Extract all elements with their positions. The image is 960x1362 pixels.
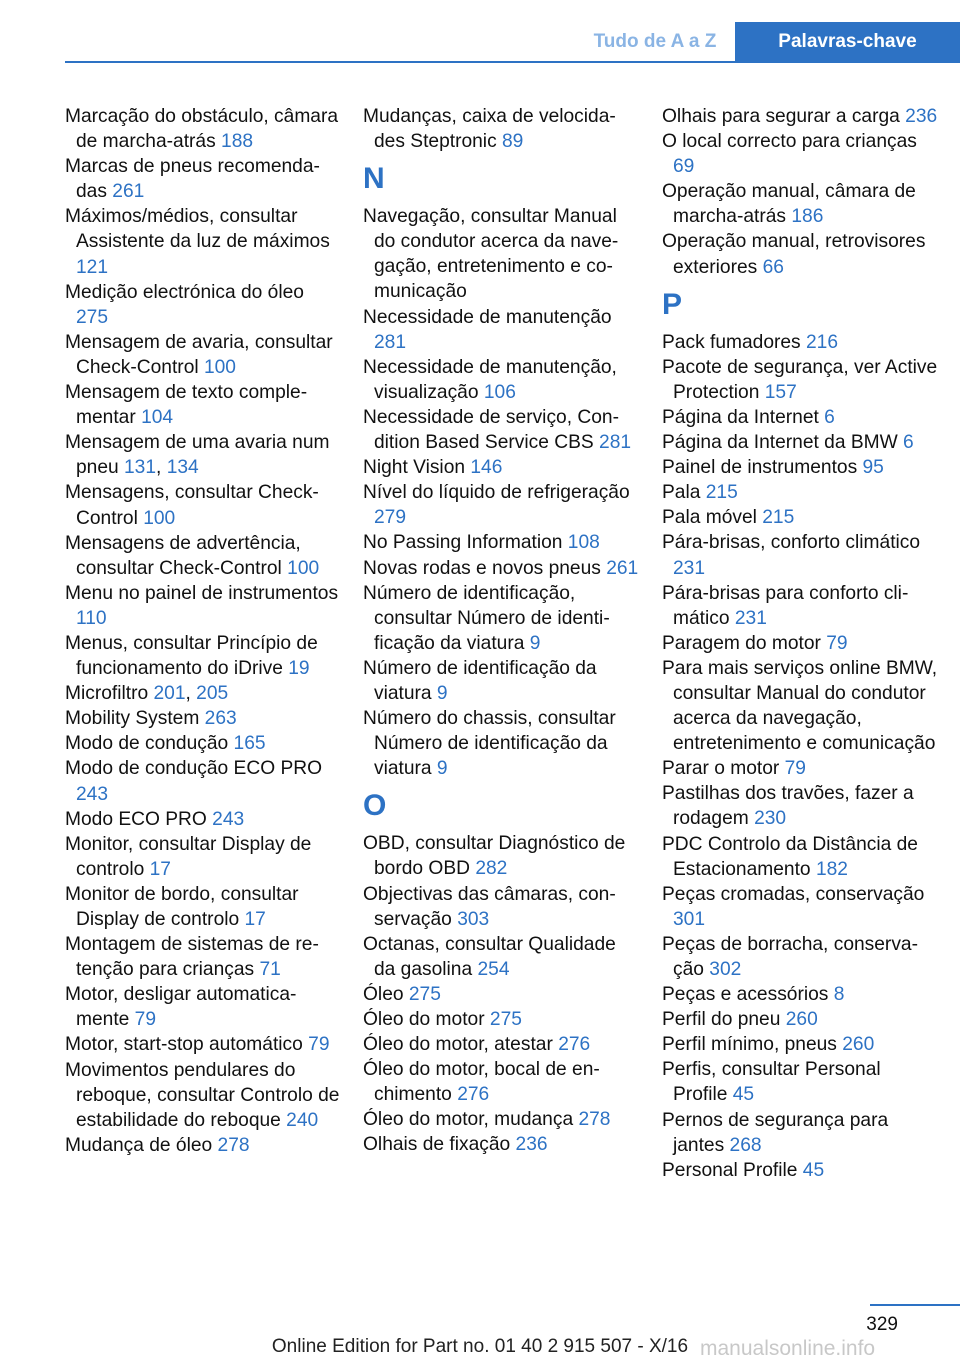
- page-reference-link[interactable]: 165: [233, 733, 266, 755]
- index-entry: [363, 204, 639, 304]
- entry-term: Modo de condução ECO PRO: [65, 758, 323, 780]
- page-reference-link[interactable]: 108: [567, 532, 600, 554]
- entry-term: Óleo do motor, mudança: [363, 1109, 579, 1131]
- page-reference-link[interactable]: 275: [76, 306, 109, 328]
- entry-term: Octanas, consultar Qualidade da gasolina: [363, 933, 616, 980]
- entry-term: Night Vision: [363, 457, 471, 479]
- index-entry: [363, 831, 639, 881]
- entry-term: Número de identificação da viatura: [363, 657, 597, 704]
- entry-term: Pack fumadores: [662, 331, 806, 353]
- entry-term: PDC Controlo da Distância de Estacionamento: [662, 833, 918, 880]
- entry-term: Perfil do pneu: [662, 1009, 786, 1031]
- page-reference-link[interactable]: 243: [76, 783, 109, 805]
- entry-term: Menu no painel de instrumentos: [65, 582, 339, 604]
- index-entry: [662, 455, 938, 480]
- page-reference-link[interactable]: 9: [436, 758, 448, 780]
- entry-term: Para mais serviços online BMW, consultar Manual do condutor acerca da navegação, entretenimento e comunicação: [662, 657, 938, 755]
- entry-term: Óleo do motor, bocal de enchimento: [363, 1059, 600, 1106]
- entry-term: Óleo do motor: [363, 1009, 490, 1030]
- entry-term: Paragem do motor: [662, 632, 827, 654]
- entry-term: Mobility System: [65, 708, 205, 730]
- entry-term: Necessidade de serviço, Condition Based Service CBS: [363, 406, 619, 454]
- index-entry: [65, 807, 341, 832]
- index-entry: [662, 882, 938, 932]
- index-entry: [662, 480, 938, 505]
- entry-term: Painel de instrumentos: [662, 457, 863, 479]
- page-reference-link[interactable]: 17: [244, 909, 266, 930]
- index-entry: [662, 430, 938, 455]
- index-entry: [65, 1032, 341, 1057]
- index-entry: [65, 380, 341, 430]
- index-entry: [662, 229, 938, 279]
- section-letter: O: [363, 789, 387, 823]
- entry-term: Mensagem de texto complementar: [65, 382, 308, 429]
- index-entry: [662, 756, 938, 781]
- page-reference-link[interactable]: 260: [785, 1009, 818, 1031]
- entry-term: Microfiltro: [65, 683, 154, 705]
- page-reference-link[interactable]: 260: [842, 1034, 875, 1056]
- entry-term: Operação manual, câmara de marcha-atrás: [662, 181, 916, 228]
- index-entry: [662, 1158, 938, 1183]
- page-reference-link[interactable]: 231: [734, 607, 767, 629]
- page-reference-link[interactable]: 79: [134, 1009, 157, 1031]
- page-reference-link[interactable]: 254: [477, 958, 510, 980]
- index-entry: [65, 581, 341, 631]
- index-entry: [363, 104, 639, 154]
- index-entry: [363, 982, 639, 1007]
- page-reference-link[interactable]: 8: [833, 984, 845, 1006]
- page-reference-link[interactable]: 236: [515, 1134, 548, 1156]
- page-reference-link[interactable]: 100: [143, 507, 176, 529]
- page-reference-link[interactable]: 110: [76, 607, 107, 629]
- page-reference-link[interactable]: 6: [824, 406, 835, 428]
- index-entry: [363, 530, 639, 555]
- index-entry: [65, 932, 341, 982]
- page-reference-link[interactable]: 236: [905, 106, 938, 127]
- index-entry: [65, 204, 341, 279]
- index-entry: [662, 1007, 938, 1032]
- index-entry: [662, 1108, 938, 1158]
- index-column-2: [363, 104, 639, 1158]
- entry-term: Peças e acessórios: [662, 984, 834, 1006]
- index-entry: [363, 455, 639, 480]
- entry-term: Peças cromadas, conservação: [662, 883, 925, 905]
- page-reference-link[interactable]: 275: [408, 983, 441, 1005]
- entry-term: Motor, desligar automaticamente: [65, 984, 297, 1031]
- page-reference-link[interactable]: 230: [754, 808, 787, 830]
- entry-term: Olhais de fixação: [363, 1134, 516, 1156]
- page-reference-link[interactable]: 243: [212, 808, 245, 830]
- page-reference-link[interactable]: 9: [436, 682, 448, 704]
- index-entry: [662, 104, 938, 129]
- index-entry: [363, 1107, 639, 1132]
- index-entry: [65, 1058, 341, 1133]
- entry-term: Montagem de sistemas de retenção para crianças: [65, 934, 319, 981]
- index-entry: [65, 756, 341, 806]
- page-reference-link[interactable]: 79: [826, 632, 848, 654]
- entry-term: Página da Internet da BMW: [662, 432, 904, 454]
- entry-term: Movimentos pendulares do reboque, consultar Controlo de estabilidade do reboque: [65, 1059, 340, 1131]
- page-reference-link[interactable]: 261: [112, 181, 145, 203]
- index-entry: [363, 305, 639, 355]
- footer-rule: [870, 1304, 960, 1306]
- index-entry: [363, 1132, 639, 1157]
- index-entry: [363, 656, 639, 706]
- entry-term: Página da Internet: [662, 406, 825, 428]
- index-entry: [662, 330, 938, 355]
- tab-palavras-chave[interactable]: Palavras-chave: [735, 22, 960, 62]
- section-letter: P: [662, 287, 683, 321]
- index-entry: [65, 631, 341, 681]
- page-reference-link[interactable]: 89: [502, 131, 524, 153]
- index-entry: [65, 430, 341, 480]
- entry-term: Número do chassis, consultar Número de identificação da viatura: [363, 708, 616, 780]
- page-reference-link[interactable]: 276: [558, 1034, 591, 1056]
- index-entry: [363, 355, 639, 405]
- index-entry: [662, 505, 938, 530]
- entry-term: Operação manual, retrovisores exteriores: [662, 231, 926, 278]
- entry-term: Necessidade de manutenção: [363, 306, 612, 328]
- index-entry: [65, 104, 341, 154]
- entry-term: Pastilhas dos travões, fazer a rodagem: [662, 783, 914, 830]
- page-reference-link[interactable]: 261: [606, 557, 639, 579]
- index-entry: [363, 556, 639, 581]
- entry-term: Necessidade de manutenção, visualização: [363, 356, 617, 403]
- page-reference-link[interactable]: 66: [762, 256, 784, 278]
- entry-term: Pala móvel: [662, 507, 763, 529]
- page-reference-link[interactable]: 282: [475, 858, 508, 880]
- index-column-1: [65, 104, 341, 1158]
- entry-term: Peças de borracha, conservação: [662, 933, 918, 980]
- entry-term: Olhais para segurar a carga: [662, 106, 906, 127]
- entry-term: Monitor, consultar Display de controlo: [65, 833, 312, 880]
- page-reference-link[interactable]: 45: [732, 1084, 755, 1106]
- index-entry: [65, 882, 341, 932]
- page-reference-link[interactable]: 186: [791, 206, 824, 228]
- index-entry: [363, 1032, 639, 1057]
- page-reference-link[interactable]: 69: [673, 156, 695, 178]
- page-separator: ,: [156, 457, 167, 479]
- index-entry: [65, 832, 341, 882]
- page-reference-link[interactable]: 231: [673, 557, 706, 579]
- index-entry: [662, 631, 938, 656]
- page-reference-link[interactable]: 216: [805, 331, 838, 353]
- entry-term: Pacote de segurança, ver Active Protection: [662, 356, 938, 403]
- entry-term: Motor, start-stop automático: [65, 1034, 309, 1056]
- entry-term: Navegação, consultar Manual do condutor acerca da navegação, entretenimento e comunicação: [363, 206, 619, 303]
- page-reference-link[interactable]: 301: [673, 908, 706, 930]
- entry-term: Modo de condução: [65, 733, 234, 755]
- page-reference-link[interactable]: 278: [217, 1134, 250, 1156]
- entry-term: Perfil mínimo, pneus: [662, 1034, 843, 1056]
- edition-footer: Online Edition for Part no. 01 40 2 915 507 - X/16: [271, 1336, 689, 1357]
- index-entry: [662, 530, 938, 580]
- page-reference-link[interactable]: 240: [286, 1109, 319, 1131]
- page-reference-link[interactable]: 281: [374, 331, 407, 353]
- entry-term: Mudanças, caixa de velocidades Steptronic: [363, 106, 616, 153]
- entry-term: Parar o motor: [662, 758, 785, 780]
- entry-term: Menus, consultar Princípio de funcionamento do iDrive: [65, 632, 318, 680]
- page-reference-link[interactable]: 100: [203, 356, 236, 378]
- entry-term: Mensagem de uma avaria num pneu: [65, 432, 330, 479]
- index-entry: [662, 179, 938, 229]
- tab-tudo-de-a-a-z[interactable]: Tudo de A a Z: [593, 31, 717, 52]
- index-entry: [65, 681, 341, 706]
- index-entry: [363, 1057, 639, 1107]
- index-entry: [65, 280, 341, 330]
- page-reference-link[interactable]: 100: [287, 557, 320, 579]
- index-entry: [363, 882, 639, 932]
- page-reference-link[interactable]: 303: [457, 908, 490, 930]
- page-reference-link[interactable]: 106: [483, 381, 516, 403]
- page-reference-link[interactable]: 182: [815, 858, 848, 880]
- index-entry: [662, 832, 938, 882]
- index-entry: [662, 355, 938, 405]
- page-reference-link[interactable]: 157: [764, 381, 797, 403]
- page-reference-link[interactable]: 278: [578, 1109, 611, 1131]
- index-entry: [662, 656, 938, 756]
- page-reference-link[interactable]: 215: [762, 507, 795, 529]
- entry-term: O local correcto para crianças: [662, 131, 917, 153]
- page-reference-link[interactable]: 79: [308, 1034, 330, 1056]
- page-reference-link[interactable]: 71: [259, 959, 281, 981]
- page-reference-link[interactable]: 131: [124, 457, 157, 479]
- entry-term: Objectivas das câmaras, conservação: [363, 883, 616, 930]
- watermark: manualsonline.info: [700, 1337, 876, 1360]
- index-entry: [363, 405, 639, 455]
- page-reference-link[interactable]: 104: [141, 407, 174, 429]
- entry-term: Pernos de segurança para jantes: [662, 1109, 889, 1156]
- page-reference-link[interactable]: 302: [709, 959, 742, 980]
- entry-term: Mensagens, consultar Check-Control: [65, 482, 319, 529]
- index-entry: [65, 480, 341, 530]
- page-reference-link[interactable]: 19: [288, 658, 310, 680]
- index-entry: [662, 982, 938, 1007]
- page-reference-link[interactable]: 17: [149, 858, 171, 880]
- index-entry: [363, 480, 639, 530]
- index-entry: [662, 405, 938, 430]
- index-entry: [662, 1032, 938, 1057]
- page-reference-link[interactable]: 95: [862, 457, 884, 479]
- page-reference-link[interactable]: 121: [76, 256, 109, 278]
- entry-term: Mudança de óleo: [65, 1134, 218, 1156]
- entry-term: Personal Profile: [662, 1159, 803, 1181]
- entry-term: No Passing Information: [363, 532, 568, 554]
- entry-term: Número de identificação, consultar Número de identificação da viatura: [363, 582, 610, 654]
- page-reference-link[interactable]: 215: [705, 482, 738, 504]
- page-reference-link[interactable]: 134: [166, 457, 199, 479]
- index-entry: [662, 932, 938, 982]
- index-entry: [662, 581, 938, 631]
- page-reference-link[interactable]: 188: [221, 131, 254, 153]
- entry-term: Perfis, consultar Personal Profile: [662, 1059, 881, 1106]
- index-entry: [662, 129, 938, 179]
- page-reference-link[interactable]: 275: [489, 1009, 522, 1030]
- entry-term: Monitor de bordo, consultar Display de controlo: [65, 883, 299, 930]
- entry-term: Modo ECO PRO: [65, 808, 213, 830]
- entry-term: Pala: [662, 482, 706, 504]
- entry-term: Pára-brisas, conforto climático: [662, 532, 921, 554]
- index-entry: [662, 1057, 938, 1107]
- index-entry: [363, 932, 639, 982]
- index-entry: [65, 154, 341, 204]
- index-entry: [65, 330, 341, 380]
- page-reference-link[interactable]: 6: [903, 432, 914, 454]
- index-entry: [65, 706, 341, 731]
- page-separator: ,: [185, 683, 197, 705]
- page-reference-link[interactable]: 45: [802, 1159, 825, 1181]
- index-entry: [65, 531, 341, 581]
- page-number: 329: [866, 1314, 898, 1335]
- entry-term: Mensagem de avaria, consultar Check-Control: [65, 331, 333, 378]
- entry-term: Marcação do obstáculo, câmara de marcha-atrás: [65, 106, 339, 153]
- page-reference-link[interactable]: 205: [196, 683, 229, 705]
- index-entry: [65, 731, 341, 756]
- page-reference-link[interactable]: 281: [599, 432, 632, 454]
- page-reference-link[interactable]: 279: [374, 507, 407, 529]
- entry-term: OBD, consultar Diagnóstico de bordo OBD: [363, 833, 626, 880]
- page-reference-link[interactable]: 79: [784, 758, 806, 780]
- entry-term: Óleo do motor, atestar: [363, 1034, 559, 1056]
- section-letter: N: [363, 162, 385, 196]
- entry-term: Novas rodas e novos pneus: [363, 557, 607, 579]
- entry-term: Máximos/médios, consultar Assistente da luz de máximos: [65, 206, 330, 253]
- entry-term: Pára-brisas para conforto climático: [662, 582, 909, 629]
- entry-term: Mensagens de advertência, consultar Check-Control: [65, 532, 301, 579]
- index-entry: [363, 1007, 639, 1032]
- index-entry: [65, 982, 341, 1032]
- entry-term: Medição electrónica do óleo: [65, 281, 304, 303]
- page-reference-link[interactable]: 9: [529, 632, 541, 654]
- page-reference-link[interactable]: 201: [153, 683, 186, 705]
- index-entry: [662, 781, 938, 831]
- index-entry: [363, 581, 639, 656]
- index-entry: [65, 1133, 341, 1158]
- entry-term: Marcas de pneus recomendadas: [65, 156, 320, 203]
- entry-term: Óleo: [363, 983, 409, 1005]
- page-reference-link[interactable]: 263: [204, 708, 237, 730]
- page-reference-link[interactable]: 146: [470, 457, 503, 479]
- entry-term: Nível do líquido de refrigeração: [363, 482, 630, 504]
- page-reference-link[interactable]: 268: [729, 1134, 762, 1156]
- page-reference-link[interactable]: 276: [457, 1084, 490, 1106]
- index-entry: [363, 706, 639, 781]
- index-column-3: [662, 104, 938, 1183]
